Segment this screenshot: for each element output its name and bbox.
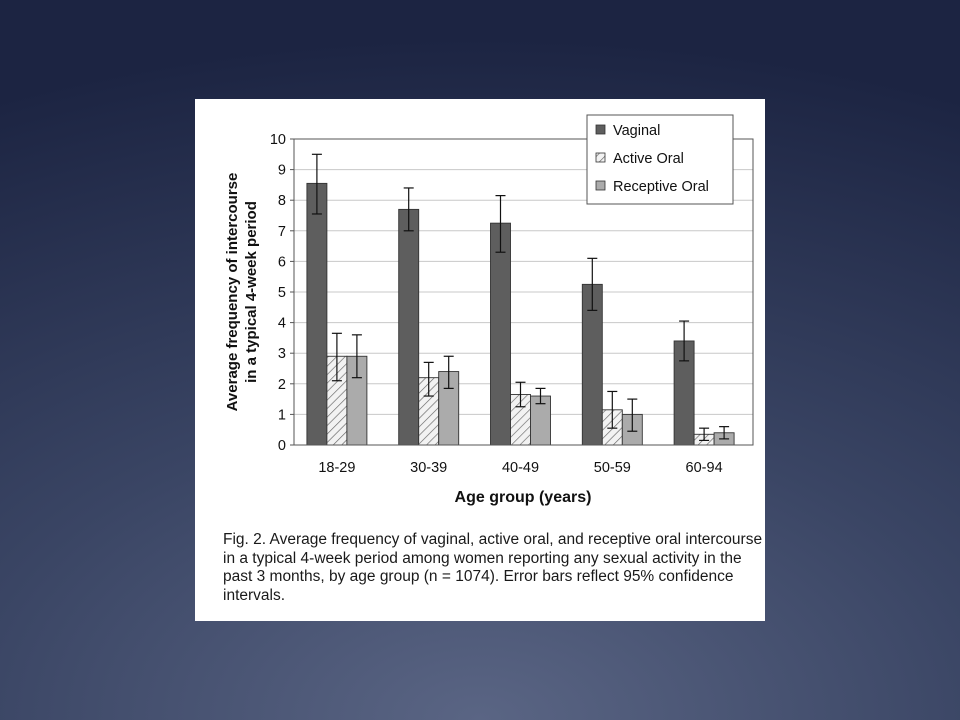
bar-vaginal xyxy=(307,183,327,445)
x-axis-title: Age group (years) xyxy=(454,489,592,506)
y-tick-label: 5 xyxy=(277,285,286,301)
legend-swatch-receptive-oral xyxy=(596,181,605,190)
y-tick-label: 6 xyxy=(277,254,286,271)
bar-vaginal xyxy=(399,209,419,445)
x-tick-label: 40-49 xyxy=(501,460,540,476)
x-tick-label: 50-59 xyxy=(593,460,631,476)
legend-label-receptive-oral: Receptive Oral xyxy=(613,179,709,195)
bar-chart xyxy=(195,99,765,529)
y-axis-title-line-2: in a typical 4-week period xyxy=(243,201,260,383)
y-tick-label: 9 xyxy=(277,162,286,179)
x-tick-label: 60-94 xyxy=(685,460,723,476)
legend-swatch-vaginal xyxy=(596,125,605,134)
y-axis-title-line-1: Average frequency of intercourse xyxy=(224,172,241,412)
y-tick-label: 10 xyxy=(269,132,286,148)
y-tick-label: 2 xyxy=(277,376,286,393)
legend-label-vaginal: Vaginal xyxy=(613,123,661,139)
legend-label-active-oral: Active Oral xyxy=(613,151,684,167)
y-tick-label: 4 xyxy=(277,315,286,332)
x-tick-labels xyxy=(318,460,722,476)
legend xyxy=(587,115,733,204)
figure-panel xyxy=(195,99,765,621)
x-tick-label: 30-39 xyxy=(410,460,448,476)
y-tick-label: 8 xyxy=(277,193,286,210)
y-tick-labels xyxy=(270,132,286,454)
y-tick-label: 1 xyxy=(277,407,286,424)
y-tick-label: 7 xyxy=(277,223,286,240)
y-axis-title xyxy=(224,173,260,412)
bar-vaginal xyxy=(491,223,511,445)
legend-swatch-active-oral xyxy=(596,153,605,162)
figure-caption: Fig. 2. Average frequency of vaginal, active oral, and receptive oral intercourse in a typical 4-week period among women reporting any sexual activity in the past 3 months, by age group (n = 1074). Error bars reflect 95% confidence intervals. xyxy=(223,531,763,604)
y-tick-label: 0 xyxy=(277,438,286,454)
y-tick-label: 3 xyxy=(277,346,286,363)
x-tick-label: 18-29 xyxy=(318,460,356,476)
